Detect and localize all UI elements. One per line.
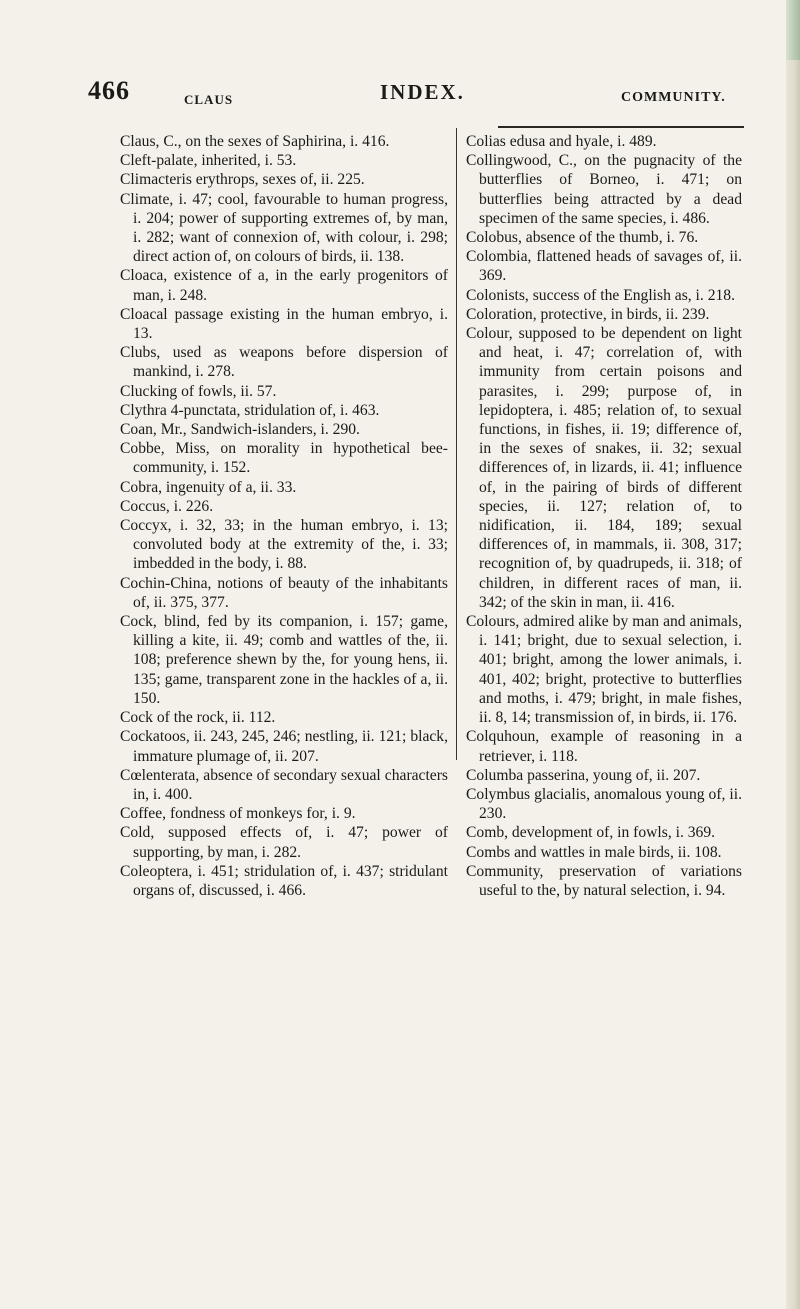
index-entry: Cock, blind, fed by its companion, i. 157; game, killing a kite, ii. 49; comb and wattles of the, ii. 108; preference shewn by the, for young hens, ii. 135; game, transparent zone in the hackles of a, ii. 150. (120, 613, 448, 707)
index-entry: Clubs, used as weapons before dispersion of mankind, i. 278. (120, 344, 448, 381)
index-entry: Cobbe, Miss, on morality in hypothetical bee-community, i. 152. (120, 440, 448, 477)
index-entry: Coloration, protective, in birds, ii. 239. (466, 305, 710, 323)
index-entry: Coffee, fondness of monkeys for, i. 9. (120, 805, 356, 823)
index-entry: Climacteris erythrops, sexes of, ii. 225. (120, 171, 365, 189)
index-entry: Coleoptera, i. 451; stridulation of, i. 437; stridulant organs of, discussed, i. 466. (120, 862, 448, 899)
index-entry: Colias edusa and hyale, i. 489. (466, 133, 657, 150)
index-entry: Combs and wattles in male birds, ii. 108. (466, 843, 722, 861)
index-entry: Cold, supposed effects of, i. 47; power of supporting, by man, i. 282. (120, 824, 448, 861)
index-entry: Colquhoun, example of reasoning in a retriever, i. 118. (466, 728, 742, 765)
last-headword: COMMUNITY. (621, 90, 726, 105)
page-edge-mark (786, 0, 800, 60)
index-entry: Coccyx, i. 32, 33; in the human embryo, i. 13; convoluted body at the extremity of the, i. 33; imbedded in the body, i. 88. (120, 517, 448, 573)
page-title: INDEX. (380, 80, 465, 104)
index-entry: Colobus, absence of the thumb, i. 76. (466, 229, 699, 247)
index-entry: Colombia, flattened heads of savages of, ii. 369. (466, 248, 742, 285)
index-entry: Clucking of fowls, ii. 57. (120, 382, 277, 400)
index-entry: Cochin-China, notions of beauty of the inhabitants of, ii. 375, 377. (120, 574, 448, 611)
index-entry: Cleft-palate, inherited, i. 53. (120, 152, 297, 170)
index-entry: Claus, C., on the sexes of Saphirina, i. 416. (120, 133, 390, 150)
index-entry: Cloacal passage existing in the human embryo, i. 13. (120, 305, 448, 343)
index-entry: Colymbus glacialis, anomalous young of, ii. 230. (466, 785, 742, 823)
index-entry: Community, preservation of variations useful to the, by natural selection, i. 94. (466, 862, 742, 899)
page-edge (786, 0, 800, 1309)
index-entry: Cœlenterata, absence of secondary sexual characters in, i. 400. (120, 766, 448, 803)
index-entry: Collingwood, C., on the pugnacity of the butterflies of Borneo, i. 471; on butterflies being attracted by a dead specimen of the same species, i. 486. (466, 152, 742, 227)
running-header (88, 72, 728, 112)
page-number: 466 (88, 76, 130, 105)
index-entry: Cockatoos, ii. 243, 245, 246; nestling, ii. 121; black, immature plumage of, ii. 207. (120, 728, 448, 765)
index-entry: Coccus, i. 226. (120, 497, 214, 515)
index-column-right (466, 132, 742, 900)
column-divider (456, 128, 457, 760)
index-entry: Clythra 4-punctata, stridulation of, i. 463. (120, 401, 380, 419)
index-entry: Colour, supposed to be dependent on light and heat, i. 47; correlation of, with immunity from certain poisons and parasites, i. 299; purpose of, in lepidoptera, i. 485; relation of, to sexual functions, in fishes, ii. 19; difference of, in the sexes of snakes, ii. 32; sexual differences of, in lizards, ii. 41; influence of, in the pairing of birds of different species, ii. 127; relation of, to nidification, ii. 184, 189; sexual differences of, in mammals, ii. 308, 317; recognition of, by quadrupeds, ii. 318; of children, in different races of man, ii. 342; of the skin in man, ii. 416. (466, 325, 742, 611)
index-entry: Colonists, success of the English as, i. 218. (466, 286, 735, 304)
index-entry: Columba passerina, young of, ii. 207. (466, 766, 701, 784)
index-entry: Cloaca, existence of a, in the early progenitors of man, i. 248. (120, 267, 448, 304)
index-entry: Comb, development of, in fowls, i. 369. (466, 824, 716, 842)
index-entry: Climate, i. 47; cool, favourable to human progress, i. 204; power of supporting extremes of, by man, i. 282; want of connexion of, with colour, i. 298; direct action of, on colours of birds, ii. 138. (120, 190, 448, 266)
index-entry: Coan, Mr., Sandwich-islanders, i. 290. (120, 421, 360, 439)
index-entry: Colours, admired alike by man and animals, i. 141; bright, due to sexual selection, i. 401; bright, among the lower animals, i. 401, 402; bright, protective to butterflies and moths, i. 479; bright, in male fishes, ii. 8, 14; transmission of, in birds, ii. 176. (466, 613, 742, 727)
index-entry: Cock of the rock, ii. 112. (120, 709, 276, 727)
index-column-left (120, 132, 448, 900)
index-entry: Cobra, ingenuity of a, ii. 33. (120, 478, 297, 496)
header-rule (498, 126, 744, 128)
first-headword: CLAUS (184, 92, 234, 107)
